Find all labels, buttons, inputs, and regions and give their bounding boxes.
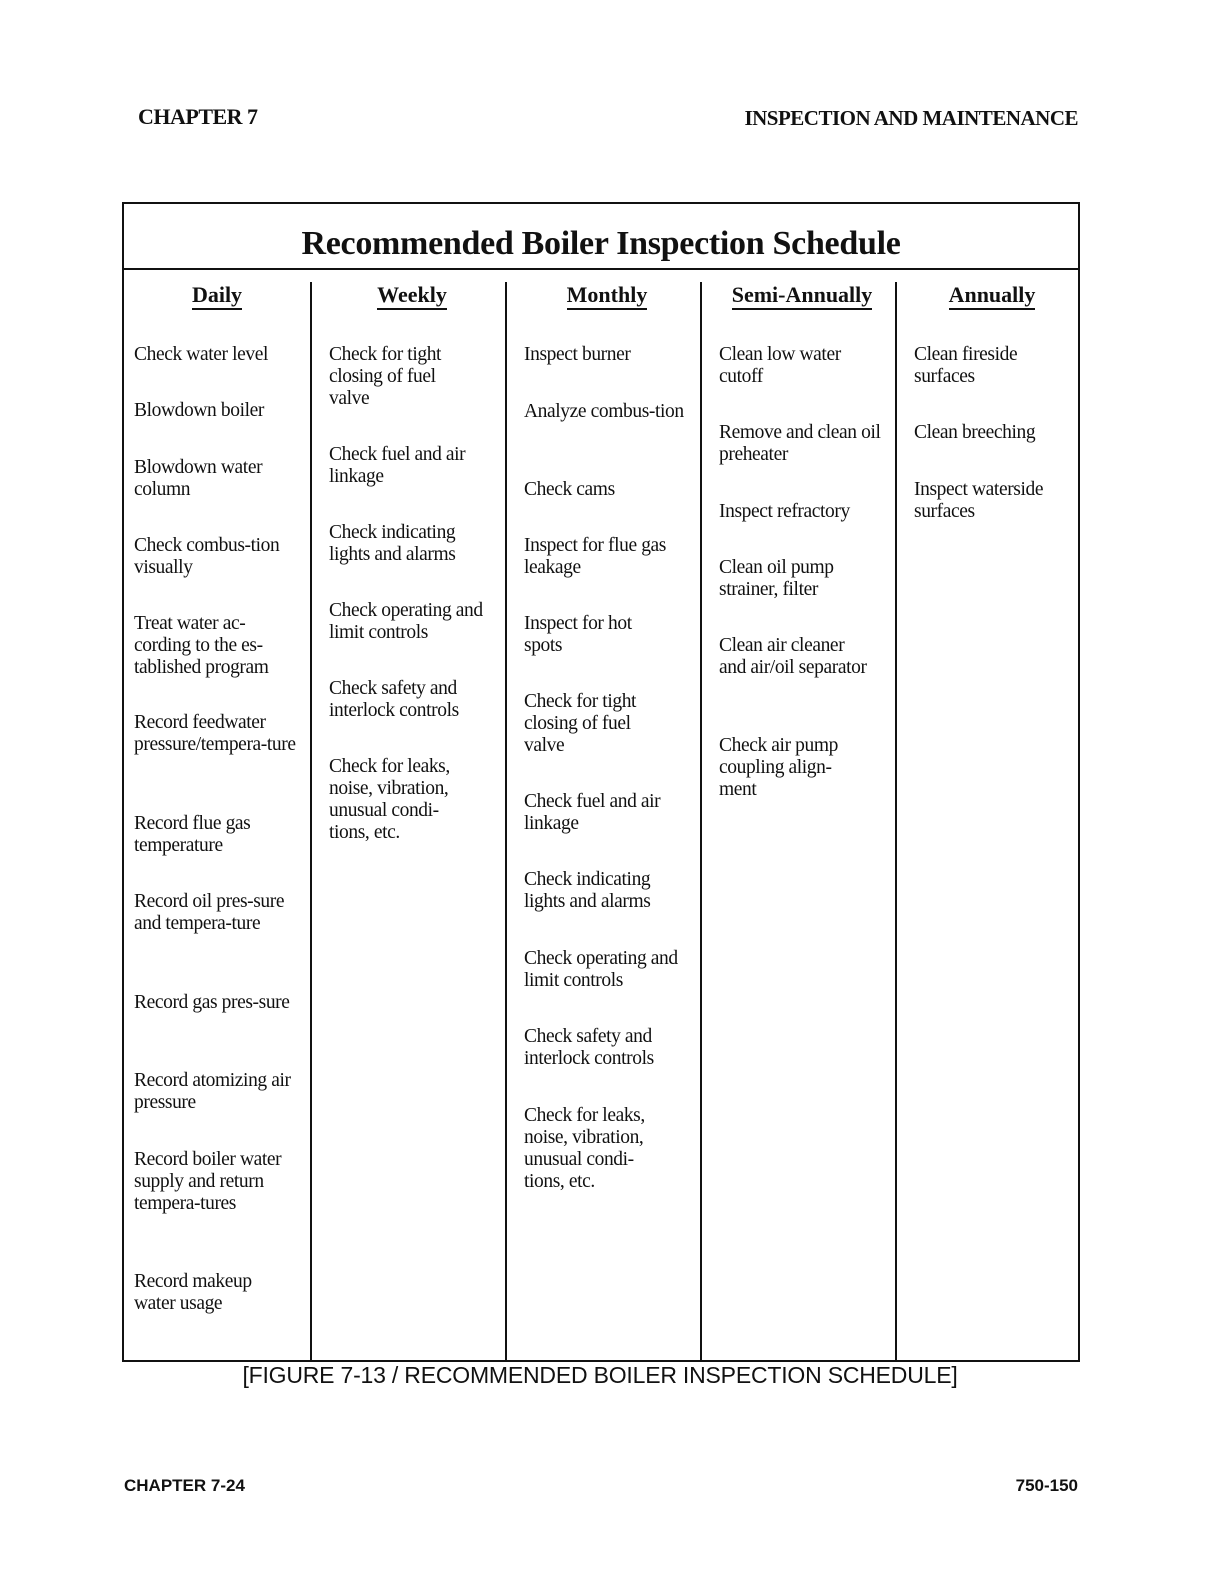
schedule-item: Check indicating lights and alarms: [329, 522, 456, 565]
schedule-item: Check for leaks, noise, vibration, unusual condi-tions, etc.: [524, 1105, 645, 1192]
schedule-item: Check operating and limit controls: [524, 948, 678, 991]
column-divider: [505, 282, 507, 1360]
inspection-schedule-table: [122, 202, 1080, 1362]
column-divider: [700, 282, 702, 1360]
schedule-item: Record boiler water supply and return tempera-tures: [134, 1149, 282, 1214]
schedule-item: Check indicating lights and alarms: [524, 869, 651, 912]
schedule-item: Inspect refractory: [719, 501, 850, 522]
schedule-item: Check operating and limit controls: [329, 600, 483, 643]
document-number: 750-150: [1015, 1476, 1078, 1495]
schedule-item: Check fuel and air linkage: [524, 791, 661, 834]
schedule-item: Record makeup water usage: [134, 1271, 252, 1314]
schedule-item: Blowdown boiler: [134, 400, 264, 421]
schedule-item: Check combus-tion visually: [134, 535, 280, 578]
schedule-item: Check water level: [134, 344, 268, 365]
schedule-item: Clean breeching: [914, 422, 1036, 443]
schedule-item: Remove and clean oil preheater: [719, 422, 881, 465]
schedule-item: Treat water ac-cording to the es-tablished program: [134, 613, 269, 678]
schedule-item: Check safety and interlock controls: [329, 678, 459, 721]
column-heading-weekly: Weekly: [319, 282, 505, 308]
column-heading-daily: Daily: [124, 282, 310, 308]
schedule-item: Clean oil pump strainer, filter: [719, 557, 834, 600]
schedule-item: Check for leaks, noise, vibration, unusual condi-tions, etc.: [329, 756, 450, 843]
column-monthly: [514, 270, 700, 1360]
schedule-item: Check for tight closing of fuel valve: [524, 691, 637, 756]
schedule-item: Clean low water cutoff: [719, 344, 841, 387]
column-semi-annually: [709, 270, 895, 1360]
schedule-item: Check air pump coupling align-ment: [719, 735, 838, 800]
column-divider: [310, 282, 312, 1360]
column-daily: [124, 270, 310, 1360]
schedule-item: Record oil pres-sure and tempera-ture: [134, 891, 285, 934]
schedule-item: Blowdown water column: [134, 457, 263, 500]
schedule-item: Inspect for flue gas leakage: [524, 535, 666, 578]
schedule-item: Clean air cleaner and air/oil separator: [719, 635, 867, 678]
schedule-item: Check for tight closing of fuel valve: [329, 344, 442, 409]
schedule-item: Record feedwater pressure/tempera-ture: [134, 712, 296, 755]
column-heading-semi-annually: Semi-Annually: [709, 282, 895, 308]
schedule-title: Recommended Boiler Inspection Schedule: [124, 204, 1078, 270]
schedule-item: Inspect waterside surfaces: [914, 479, 1044, 522]
column-heading-monthly: Monthly: [514, 282, 700, 308]
section-header: INSPECTION AND MAINTENANCE: [744, 106, 1078, 130]
figure-caption: [FIGURE 7-13 / RECOMMENDED BOILER INSPECTION SCHEDULE]: [242, 1362, 958, 1388]
chapter-header: CHAPTER 7: [138, 104, 258, 129]
schedule-item: Inspect burner: [524, 344, 631, 365]
schedule-item: Record flue gas temperature: [134, 813, 251, 856]
schedule-item: Check cams: [524, 479, 615, 500]
column-weekly: [319, 270, 505, 1360]
column-annually: [904, 270, 1080, 1360]
schedule-item: Check safety and interlock controls: [524, 1026, 654, 1069]
schedule-item: Analyze combus-tion: [524, 401, 684, 422]
schedule-item: Check fuel and air linkage: [329, 444, 466, 487]
schedule-item: Inspect for hot spots: [524, 613, 632, 656]
schedule-item: Clean fireside surfaces: [914, 344, 1018, 387]
column-heading-annually: Annually: [904, 282, 1080, 308]
schedule-item: Record atomizing air pressure: [134, 1070, 291, 1113]
page-number: CHAPTER 7-24: [124, 1476, 245, 1495]
column-divider: [895, 282, 897, 1360]
schedule-item: Record gas pres-sure: [134, 992, 290, 1013]
